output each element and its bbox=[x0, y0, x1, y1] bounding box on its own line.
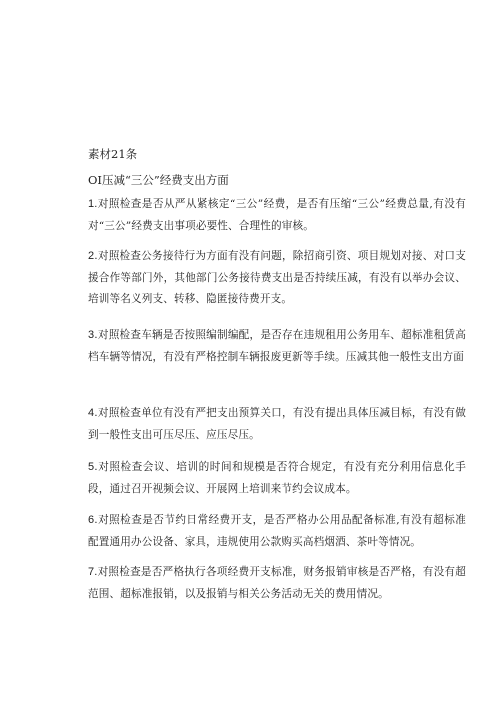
material-count-heading: 素材21条 bbox=[88, 147, 138, 161]
item-number: 6 bbox=[88, 514, 95, 526]
item-number: 3 bbox=[88, 329, 95, 341]
item-number: 2 bbox=[88, 250, 95, 262]
item-number: 4 bbox=[88, 407, 95, 419]
list-item bbox=[62, 510, 466, 553]
list-item bbox=[62, 562, 466, 605]
item-text: .对照检查会议、培训的时间和规模是否符合规定，有没有充分利用信息化手段，通过召开视频会议、开展网上培训来节约会议成本。 bbox=[88, 461, 466, 495]
list-item bbox=[62, 403, 466, 446]
item-text: 对照检查是否从严从紧核定“三公”经费，是否有压缩“三公”经费总量,有没有对“三公”经费支出事项必要性、合理性的审核。 bbox=[88, 198, 466, 232]
item-number: 5 bbox=[88, 461, 95, 473]
item-text: .对照检查单位有没有严把支出预算关口，有没有提出具体压减目标，有没有做到一般性支出可压尽压、应压尽压。 bbox=[88, 407, 466, 441]
item-text: .对照检查公务接待行为方面有没有问题，除招商引资、项目规划对接、对口支援合作等部门外，其他部门公务接待费支出是否持续压减，有没有以举办会议、培训等名义列支、转移、隐匿接待费开支。 bbox=[88, 250, 466, 306]
item-number: 7. bbox=[88, 566, 98, 578]
list-item bbox=[62, 194, 466, 237]
item-text: 对照检查是否严格执行各项经费开支标准，财务报销审核是否严格，有没有超范围、超标准报销，以及报销与相关公务活动无关的费用情况。 bbox=[88, 566, 466, 600]
list-item bbox=[62, 246, 466, 311]
item-number: 1. bbox=[88, 198, 98, 210]
list-item bbox=[62, 457, 466, 500]
section-heading: OI压减“三公”经费支出方面 bbox=[88, 173, 229, 187]
item-text: .对照检查车辆是否按照编制编配，是否存在违规租用公务用车、超标准租赁高档车辆等情况，有没有严格控制车辆报废更新等手续。压减其他一般性支出方面 bbox=[88, 329, 466, 363]
list-item bbox=[62, 325, 466, 368]
item-text: .对照检查是否节约日常经费开支，是否严格办公用品配备标准,有没有超标准配置通用办公设备、家具，违规使用公款购买高档烟酒、茶叶等情况。 bbox=[88, 514, 466, 548]
